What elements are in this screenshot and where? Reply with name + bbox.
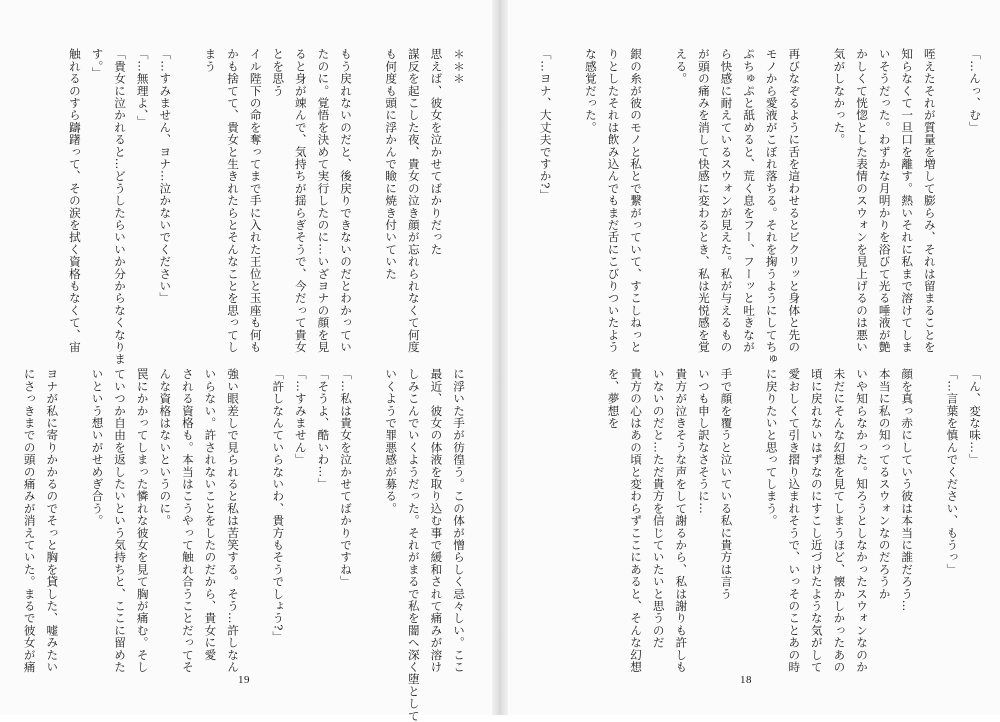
page-number: 18 (740, 674, 752, 686)
text-line (805, 48, 828, 340)
text-line: いらない。許されないことをしたのだから、貴女に愛 (203, 368, 218, 661)
page-19 (0, 0, 492, 722)
text-line: まう (203, 48, 218, 73)
text-line: 貴方の心はあの頃と変わらずここにあると、そんな幻想 (629, 368, 644, 673)
text-line: 最近、彼女の体液を取り込む事で緩和されて痛みが溶け (429, 368, 444, 673)
text-line (737, 368, 760, 660)
text-line: いそうだった。わずかな月明かりを浴びて光る唾液が艶 (877, 48, 892, 353)
text-line: 未だにそんな幻想を見てしまうほど、懐かしかったあの (832, 368, 847, 673)
text-line: 頃に戻れないはずなのにすこし近づけたような気がして (809, 368, 824, 673)
text-line: される資格も。本当はこうやって触れ合うことだってそ (180, 368, 195, 673)
text-line: りとしたそれは飲み込んでもまだ舌にこびりついたよう (606, 48, 621, 353)
text-line: いという想いがせめぎ合う。 (90, 368, 105, 527)
text-line: ていつか自由を返したいという気持ちと、ここに留めた (113, 368, 128, 673)
text-line (357, 368, 380, 660)
book-gutter (492, 0, 508, 715)
text-line: 「ん、変な味…」 (968, 368, 982, 466)
page-18-upper-text (538, 48, 986, 366)
text-line: 再びなぞるように舌を這わせるとビクリッと身体と先の (787, 48, 802, 353)
text-line (647, 48, 670, 340)
text-line: にさっきまでの頭の痛みが消えていた。まるで彼女が痛 (22, 368, 37, 673)
text-line: える。 (674, 48, 689, 85)
text-line: いくようで罪悪感が募る。 (384, 368, 399, 515)
text-line: 知らなくて一旦口を離す。熱いそれに私まで溶けてしま (900, 48, 915, 353)
text-line: 愛おしくて引き摺り込まれそうで、いっそのことあの時 (787, 368, 802, 673)
text-line: かしくて恍惚とした表情のスウォンを見上げるのは悪い (855, 48, 870, 353)
text-line: 貴方が泣きそうな声をして謝るから、私は謝りも許しも (674, 368, 689, 673)
text-line: 顔を真っ赤にしていう彼は本当に誰だろう… (900, 368, 915, 612)
text-line: ぷちゅぷと舐めると、荒く息をフー、フーッと吐きなが (742, 48, 757, 353)
text-line: 「…無理よ、」 (135, 48, 150, 128)
text-line (176, 48, 199, 340)
text-line: いや知らなかった。知ろうとしなかったスウォンなのか (855, 368, 870, 673)
text-line: たのに。覚悟を決めて実行したのに…いざヨナの顔を見 (316, 48, 331, 353)
text-line: 銀の糸が彼のモノと私とで繋がっていて、すこしねっと (629, 48, 644, 353)
text-line: 「…言葉を慎んでください、もうっ」 (945, 368, 960, 576)
text-line: 咥えたそれが質量を増して膨らみ、それは留まることを (922, 48, 937, 353)
text-line: 罠にかかってしまった憐れな彼女を見て胸が痛む。そし (135, 368, 150, 673)
text-line: ＊＊＊ (452, 48, 466, 85)
text-line: いないのだと…ただ貴方を信じていたいと思うのだ (651, 368, 666, 649)
page-19-upper-text (30, 48, 470, 366)
text-line: モノから愛液がこぼれ落ちる。それを掬うようにしてちゅ (764, 48, 779, 366)
text-line (357, 48, 380, 340)
text-line: 「…すみません」 (293, 368, 308, 466)
text-line: もう戻れないのだと、後戻りできないのだとわかってい (339, 48, 354, 353)
text-line: が頭の痛みを消して快感に変わるとき、私は光悦感を覚 (696, 48, 711, 353)
text-line: ら快感に耐えているスウォンが見えた。私が与えるもの (719, 48, 734, 353)
text-line (63, 368, 86, 660)
text-line (941, 48, 964, 340)
text-line: に浮いた手が彷徨う。この体が憎らしく忌々しい。ここ (452, 368, 466, 673)
page-18 (508, 0, 1000, 715)
page-18-lower-text (546, 368, 986, 673)
text-line: も何度も頭に浮かんで瞼に焼き付いていた (384, 48, 399, 280)
text-line: かも捨てて、貴女と生きれたらとそんなことを思ってし (226, 48, 241, 353)
text-line: 「…私は貴女を泣かせてばかりですね」 (339, 368, 354, 588)
text-line: イル陛下の命を奪ってまで手に入れた王位と玉座も何も (248, 48, 263, 353)
text-line: す。」 (90, 48, 105, 79)
text-line: 気がしなかった。 (832, 48, 847, 146)
text-line: 触れるのすら躊躇って、その涙を拭く資格もなくて、宙 (67, 48, 82, 353)
text-line: を、夢想を (606, 368, 621, 429)
text-line: 「そうよ、酷いわ…」 (316, 368, 331, 490)
text-line: 「…んっ、む」 (968, 48, 982, 134)
text-line (557, 48, 580, 340)
text-line: 本当に私の知ってるスウォンなのだろうか (877, 368, 892, 600)
text-line: に戻りたいと思ってしまう。 (764, 368, 779, 527)
text-line: 「…すみません、ヨナ…泣かないでください」 (158, 48, 173, 305)
text-line: ヨナが私に寄りかかるのでそっと胸を貸した、嘘みたい (45, 368, 60, 673)
text-line: んな資格はないというのに。 (158, 368, 173, 527)
page-number: 19 (238, 674, 250, 686)
text-line: 「…ヨナ、大丈夫ですか?」 (538, 48, 553, 202)
text-line: 思えば、彼女を泣かせてばかりだった (429, 48, 444, 256)
text-line: 「許しなんていらないわ、貴方もそうでしょう?」 (271, 368, 286, 644)
text-line: しみこんでいくようだった。それがまるで私を闇へ深く堕として (406, 368, 421, 722)
text-line: 強い眼差しで見られると私は苦笑する。そう…許しなん (226, 368, 241, 673)
text-line: とを思う (271, 48, 286, 97)
text-line: いつも申し訳なさそうに… (696, 368, 711, 515)
text-line: 「貴女に泣かれると…どうしたらいいか分からなくなりま (113, 48, 128, 366)
text-line: な感覚だった。 (583, 48, 598, 134)
text-line (244, 368, 267, 660)
text-line (918, 368, 941, 660)
text-line: ると身が竦んで、気持ちが揺らぎそうで、今だって貴女 (293, 48, 308, 353)
text-line: 謀反を起こした夜、貴女の泣き顔が忘れられなくて何度 (406, 48, 421, 353)
text-line: 手で顔を覆うと泣いている私に貴方は言う (719, 368, 734, 600)
